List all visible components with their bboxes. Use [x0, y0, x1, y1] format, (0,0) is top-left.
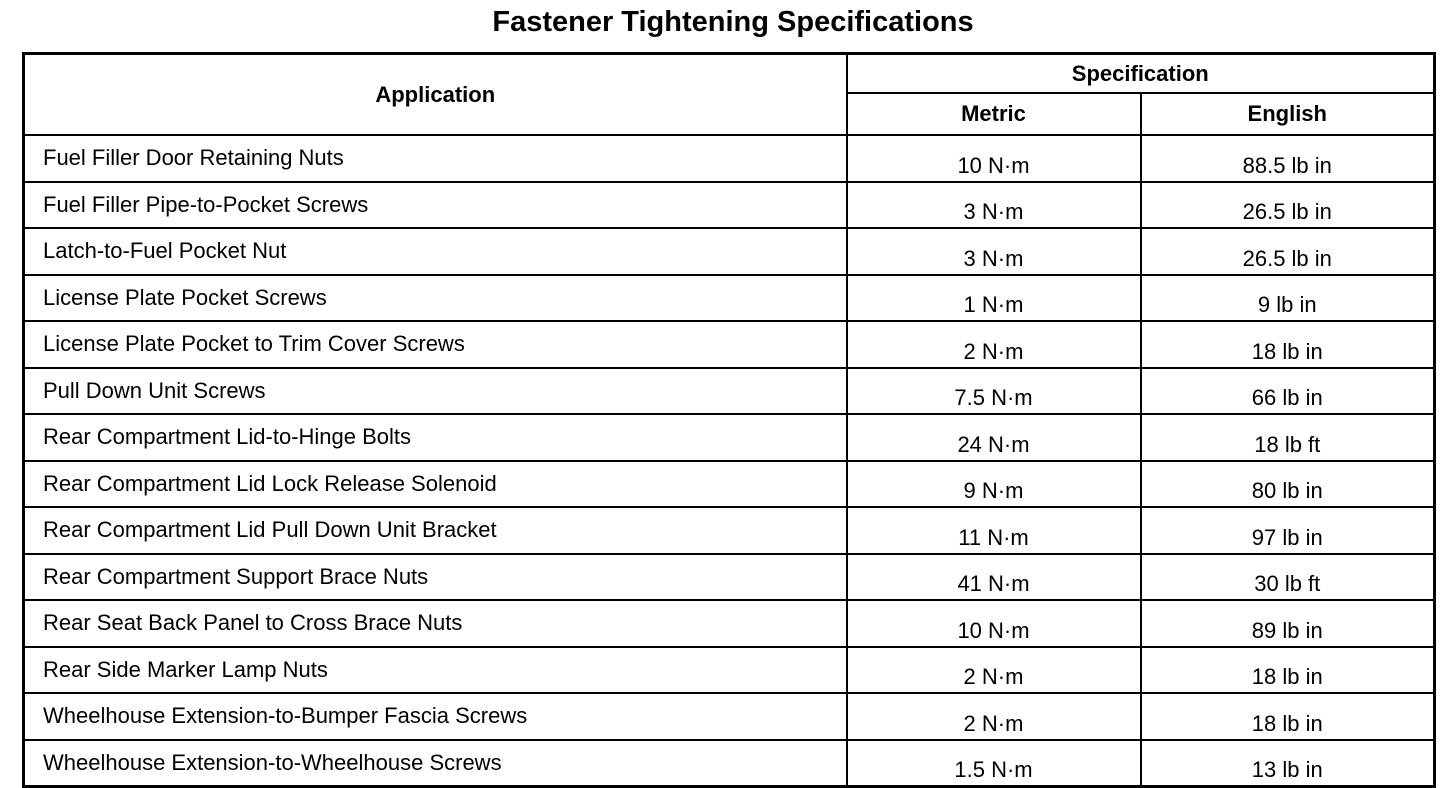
english-value-cell: 18 lb in	[1141, 647, 1435, 694]
fastener-specs-table	[22, 52, 1436, 788]
application-cell: Fuel Filler Pipe-to-Pocket Screws	[24, 182, 847, 229]
table-row	[24, 275, 1435, 322]
english-value-cell: 88.5 lb in	[1141, 135, 1435, 182]
table-row	[24, 461, 1435, 508]
table-title: Fastener Tightening Specifications	[492, 6, 974, 38]
english-value-cell: 30 lb ft	[1141, 554, 1435, 601]
table-row	[24, 600, 1435, 647]
english-value-cell: 18 lb in	[1141, 321, 1435, 368]
metric-value-cell: 24 N·m	[847, 414, 1141, 461]
metric-value-cell: 9 N·m	[847, 461, 1141, 508]
application-cell: Rear Side Marker Lamp Nuts	[24, 647, 847, 694]
table-row	[24, 182, 1435, 229]
application-cell: Latch-to-Fuel Pocket Nut	[24, 228, 847, 275]
application-cell: License Plate Pocket Screws	[24, 275, 847, 322]
metric-value-cell: 3 N·m	[847, 228, 1141, 275]
table-row	[24, 414, 1435, 461]
english-value-cell: 66 lb in	[1141, 368, 1435, 415]
table-body	[24, 135, 1435, 787]
english-value-cell: 26.5 lb in	[1141, 228, 1435, 275]
column-header-application: Application	[24, 54, 847, 136]
metric-value-cell: 10 N·m	[847, 135, 1141, 182]
table-row	[24, 135, 1435, 182]
application-cell: Pull Down Unit Screws	[24, 368, 847, 415]
application-cell: Wheelhouse Extension-to-Bumper Fascia Screws	[24, 693, 847, 740]
application-cell: Rear Compartment Lid Pull Down Unit Bracket	[24, 507, 847, 554]
english-value-cell: 18 lb ft	[1141, 414, 1435, 461]
metric-value-cell: 11 N·m	[847, 507, 1141, 554]
column-header-specification: Specification	[847, 54, 1435, 94]
metric-value-cell: 2 N·m	[847, 647, 1141, 694]
table-row	[24, 740, 1435, 787]
english-value-cell: 18 lb in	[1141, 693, 1435, 740]
application-cell: Rear Compartment Lid-to-Hinge Bolts	[24, 414, 847, 461]
application-cell: Fuel Filler Door Retaining Nuts	[24, 135, 847, 182]
metric-value-cell: 7.5 N·m	[847, 368, 1141, 415]
column-header-metric: Metric	[847, 93, 1141, 135]
metric-value-cell: 1 N·m	[847, 275, 1141, 322]
application-cell: Rear Compartment Lid Lock Release Solenoid	[24, 461, 847, 508]
english-value-cell: 9 lb in	[1141, 275, 1435, 322]
english-value-cell: 89 lb in	[1141, 600, 1435, 647]
english-value-cell: 97 lb in	[1141, 507, 1435, 554]
metric-value-cell: 2 N·m	[847, 693, 1141, 740]
application-cell: Wheelhouse Extension-to-Wheelhouse Screws	[24, 740, 847, 787]
metric-value-cell: 3 N·m	[847, 182, 1141, 229]
table-row	[24, 368, 1435, 415]
table-row	[24, 693, 1435, 740]
metric-value-cell: 41 N·m	[847, 554, 1141, 601]
table-row	[24, 554, 1435, 601]
table-row	[24, 321, 1435, 368]
column-header-english: English	[1141, 93, 1435, 135]
application-cell: Rear Seat Back Panel to Cross Brace Nuts	[24, 600, 847, 647]
header-row-group	[24, 54, 1435, 94]
metric-value-cell: 1.5 N·m	[847, 740, 1141, 787]
table-row	[24, 507, 1435, 554]
table-row	[24, 647, 1435, 694]
metric-value-cell: 10 N·m	[847, 600, 1141, 647]
english-value-cell: 13 lb in	[1141, 740, 1435, 787]
application-cell: Rear Compartment Support Brace Nuts	[24, 554, 847, 601]
english-value-cell: 80 lb in	[1141, 461, 1435, 508]
english-value-cell: 26.5 lb in	[1141, 182, 1435, 229]
table-row	[24, 228, 1435, 275]
application-cell: License Plate Pocket to Trim Cover Screws	[24, 321, 847, 368]
metric-value-cell: 2 N·m	[847, 321, 1141, 368]
